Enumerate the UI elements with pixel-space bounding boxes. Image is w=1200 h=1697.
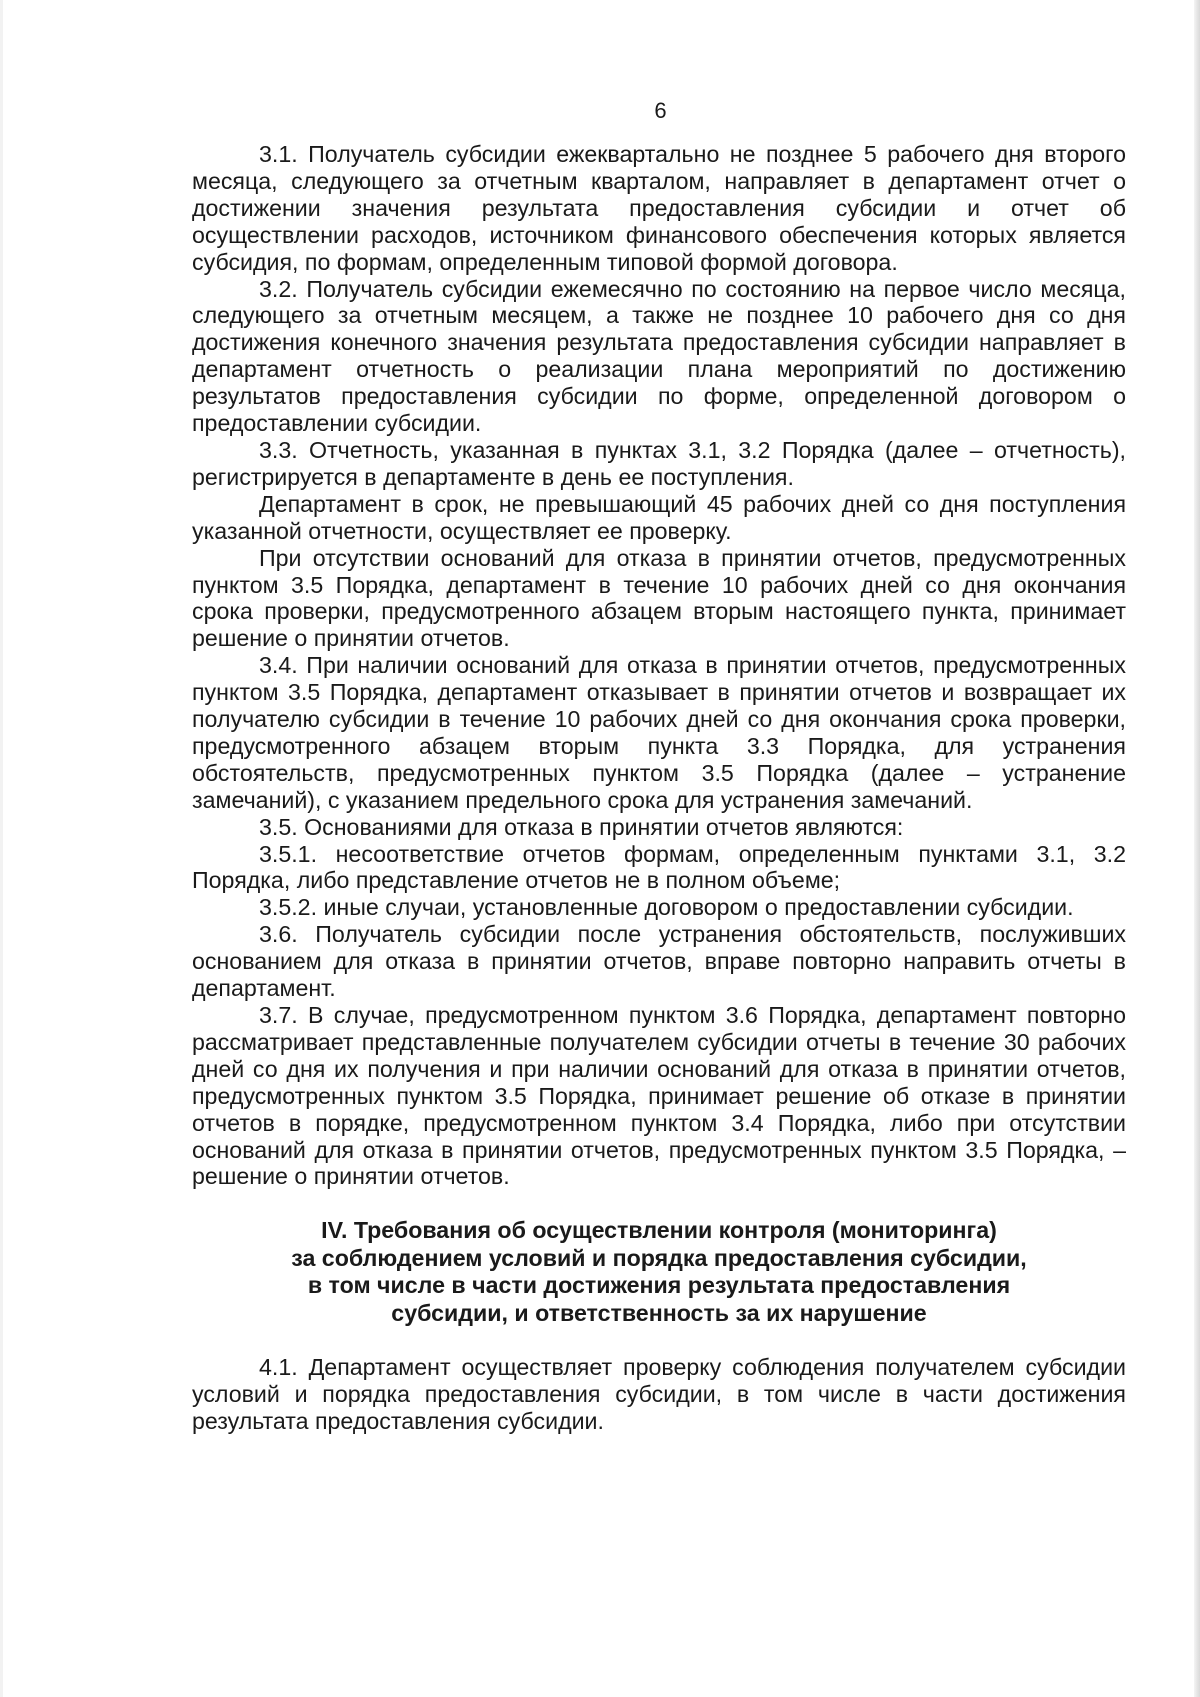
paragraph-3-7: 3.7. В случае, предусмотренном пунктом 3.6 Порядка, департамент повторно рассматривает представленные получателем субсидии отчеты в течение 30 рабочих дней со дня их получения и при наличии оснований для отказа в принятии отчетов, предусмотренных пунктом 3.5 Порядка, принимает решение об отказе в принятии отчетов в порядке, предусмотренном пунктом 3.4 Порядка, либо при отсутствии оснований для отказа в принятии отчетов, предусмотренных пунктом 3.5 Порядка, – решение о принятии отчетов. — [192, 1002, 1126, 1190]
paragraph-4-1: 4.1. Департамент осуществляет проверку соблюдения получателем субсидии условий и порядка предоставления субсидии, в том числе в части достижения результата предоставления субсидии. — [192, 1354, 1126, 1435]
paragraph-3-3-review: Департамент в срок, не превышающий 45 рабочих дней со дня поступления указанной отчетности, осуществляет ее проверку. — [192, 490, 1126, 544]
paragraph-3-6: 3.6. Получатель субсидии после устранения обстоятельств, послуживших основанием для отказа в принятии отчетов, вправе повторно направить отчеты в департамент. — [192, 921, 1126, 1002]
section-heading-line: за соблюдением условий и порядка предоставления субсидии, — [291, 1244, 1027, 1271]
paragraph-3-3-acceptance: При отсутствии оснований для отказа в принятии отчетов, предусмотренных пунктом 3.5 Порядка, департамент в течение 10 рабочих дней со дня окончания срока проверки, предусмотренного абзацем вторым настоящего пункта, принимает решение о принятии отчетов. — [192, 544, 1126, 652]
document-body — [192, 141, 1126, 1435]
paragraph-3-5-2: 3.5.2. иные случаи, установленные договором о предоставлении субсидии. — [259, 894, 1074, 921]
section-heading-line: IV. Требования об осуществлении контроля (мониторинга) — [321, 1217, 997, 1244]
paragraph-3-5: 3.5. Основаниями для отказа в принятии отчетов являются: — [259, 813, 904, 840]
paragraph-3-4: 3.4. При наличии оснований для отказа в принятии отчетов, предусмотренных пунктом 3.5 Порядка, департамент отказывает в принятии отчетов и возвращает их получателю субсидии в течение 10 рабочих дней со дня окончания срока проверки, предусмотренного абзацем вторым пункта 3.3 Порядка, для устранения обстоятельств, предусмотренных пунктом 3.5 Порядка (далее – устранение замечаний), с указанием предельного срока для устранения замечаний. — [192, 652, 1126, 813]
section-heading-line: субсидии, и ответственность за их нарушение — [391, 1299, 927, 1326]
scan-right-edge — [1194, 0, 1200, 1697]
page-number: 6 — [654, 98, 667, 123]
scan-left-edge — [0, 0, 3, 1697]
section-heading-line: в том числе в части достижения результата предоставления — [307, 1272, 1011, 1299]
paragraph-3-3: 3.3. Отчетность, указанная в пунктах 3.1, 3.2 Порядка (далее – отчетность), регистрируется в департаменте в день ее поступления. — [192, 436, 1126, 490]
paragraph-3-2: 3.2. Получатель субсидии ежемесячно по состоянию на первое число месяца, следующего за отчетным месяцем, а также не позднее 10 рабочего дня со дня достижения конечного значения результата предоставления субсидии направляет в департамент отчетность о реализации плана мероприятий по достижению результатов предоставления субсидии по форме, определенной договором о предоставлении субсидии. — [192, 275, 1126, 437]
section-heading-iv — [192, 1217, 1126, 1327]
paragraph-3-5-1: 3.5.1. несоответствие отчетов формам, определенным пунктами 3.1, 3.2 Порядка, либо представление отчетов не в полном объеме; — [192, 840, 1126, 894]
paragraph-3-1: 3.1. Получатель субсидии ежеквартально не позднее 5 рабочего дня второго месяца, следующего за отчетным кварталом, направляет в департамент отчет о достижении значения результата предоставления субсидии и отчет об осуществлении расходов, источником финансового обеспечения которых является субсидия, по формам, определенным типовой формой договора. — [192, 141, 1126, 275]
